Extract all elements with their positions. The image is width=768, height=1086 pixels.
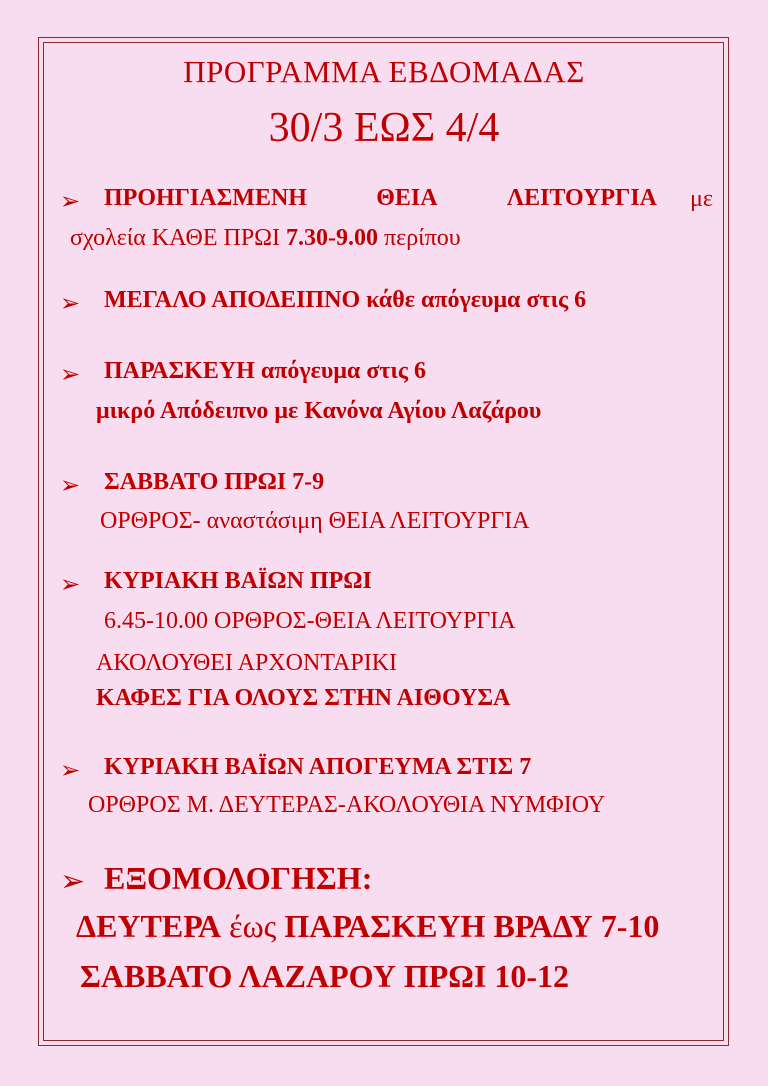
item-1-word-1: ΠΡΟΗΓΙΑΣΜΕΝΗ [104,185,307,211]
arrow-bullet-icon: ➢ [60,360,81,388]
item-2-title: ΜΕΓΑΛΟ ΑΠΟΔΕΙΠΝΟ κάθε απόγευμα στις 6 [104,287,587,313]
arrow-bullet-icon: ➢ [60,471,81,499]
item-5-schedule: 6.45-10.00 ΟΡΘΡΟΣ-ΘΕΙΑ ΛΕΙΤΟΥΡΓΙΑ [104,608,516,634]
arrow-bullet-icon: ➢ [60,756,81,784]
arrow-bullet-icon: ➢ [60,570,81,598]
item-7-saturday-hours: ΣΑΒΒΑΤΟ ΛΑΖΑΡΟΥ ΠΡΩΙ 10-12 [80,958,569,994]
item-4-title: ΣΑΒΒΑΤΟ ΠΡΩΙ 7-9 [104,469,325,495]
arrow-bullet-icon: ➢ [60,187,81,215]
item-7-until: έως [221,908,285,944]
item-5-title: ΚΥΡΙΑΚΗ ΒΑΪΩΝ ΠΡΩΙ [104,568,372,594]
date-range-title: 30/3 ΕΩΣ 4/4 [268,105,500,151]
item-1-word-2: ΘΕΙΑ [376,185,438,211]
item-1-details-end: περίπου [378,225,461,251]
arrow-bullet-icon: ➢ [60,864,86,899]
item-4-details: ΟΡΘΡΟΣ- αναστάσιμη ΘΕΙΑ ΛΕΙΤΟΥΡΓΙΑ [100,508,530,534]
page-title: ΠΡΟΓΡΑΜΜΑ ΕΒΔΟΜΑΔΑΣ [183,54,585,89]
item-1-details [70,225,461,252]
item-6-details: ΟΡΘΡΟΣ Μ. ΔΕΥΤΕΡΑΣ-ΑΚΟΛΟΥΘΙΑ ΝΥΜΦΙΟΥ [88,792,606,818]
item-1-time: 7.30-9.00 [286,225,378,251]
item-7-title: ΕΞΟΜΟΛΟΓΗΣΗ: [104,860,373,896]
item-1-word-3: ΛΕΙΤΟΥΡΓΙΑ [506,185,657,211]
arrow-bullet-icon: ➢ [60,289,81,317]
item-3-title: ΠΑΡΑΣΚΕΥΗ απόγευμα στις 6 [104,358,426,384]
item-6-title: ΚΥΡΙΑΚΗ ΒΑΪΩΝ ΑΠΟΓΕΥΜΑ ΣΤΙΣ 7 [104,754,532,780]
item-5-note: ΑΚΟΛΟΥΘΕΙ ΑΡΧΟΝΤΑΡΙΚΙ [96,650,398,676]
item-1-title [104,185,657,212]
item-7-weekday-hours [76,908,659,945]
item-5-coffee: ΚΑΦΕΣ ΓΙΑ ΟΛΟΥΣ ΣΤΗΝ ΑΙΘΟΥΣΑ [96,685,511,711]
item-3-details: μικρό Απόδειπνο με Κανόνα Αγίου Λαζάρου [96,398,542,424]
item-1-tail: με [690,186,713,212]
item-1-details-start: σχολεία ΚΑΘΕ ΠΡΩΙ [70,225,286,251]
item-7-day-end: ΠΑΡΑΣΚΕΥΗ ΒΡΑΔΥ 7-10 [284,908,660,944]
item-7-day-start: ΔΕΥΤΕΡΑ [76,908,222,944]
